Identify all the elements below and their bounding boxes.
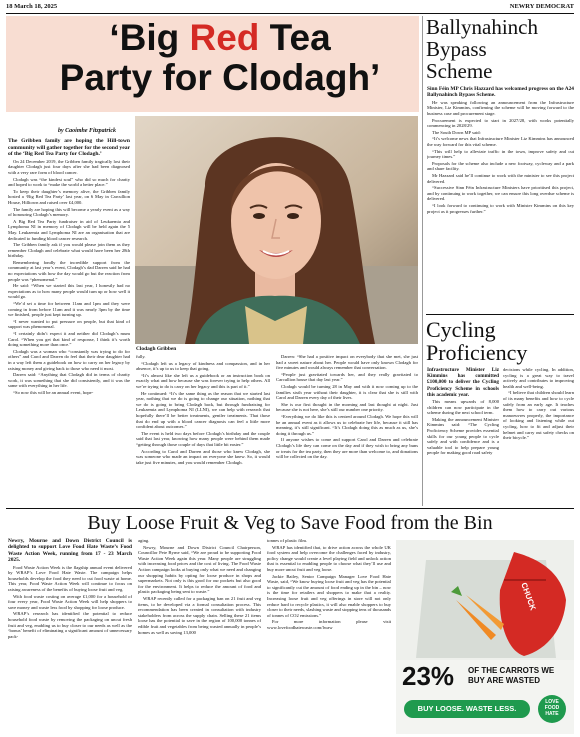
cycling-col-b: decisions while cycling. In addition, cycling is a great way to travel actively and contributes to improving health and well-being. “I believe that children should learn of its many benefits and how to cycle safely from an early age. It teaches them how to carry out various manoeuvres properly, the importance of looking and listening while out cycling, how to fit and adjust their helmet and carry out safety checks on their bicycle.” [503,367,574,441]
ad-slogan-bar [404,700,530,718]
ad-stat-text: OF THE CARROTS WE BUY ARE WASTED [468,666,555,685]
fruit-col-2: aging. Newry, Mourne and Down District Council Chairperson, Councillor Pete Byrne said, “We are proud to be supporting Food Waste Action Week again this year. Many people are struggling with increasing food prices and the cost of living. The Food Waste Action campaign looks at buying only what we need and changing our shopping habits by opting for loose produce in shops and supermarkets. Not only is this good for our pockets but also good for the environment. It helps to reduce the amount of food and plastic packaging being sent to waste.” WRAP recently called for a packaging ban on 21 fruit and veg items, to be developed via a formal consultation process. This recommendation has been created in consultation with industry stakeholders from across the supply chain. Selling these 21 items loose has the potential to save in the region of 100,000 tonnes of edible fruit and vegetables from being wasted annually in people’s homes as well as saving 13,000 [138,538,261,635]
headline-red-word: Red [189,17,260,58]
ad-logo: LOVE FOOD HATE [538,695,566,723]
bypass-standfirst: Sinn Féin MP Chris Hazzard has welcomed progress on the A24 Ballynahinch Bypass Scheme. [427,86,574,99]
section-rule [6,508,574,509]
masthead [6,3,574,12]
clodagh-photo [135,116,418,344]
column-divider [422,16,423,506]
main-col-1: The Gribben family are hoping the Hill-town community will gather together for the second year of the ‘Big Red Tea Party for Clodagh.’ On 24 December 2019, the Gribben family tragically lost their daughter Clodagh just four days after she had been diagnosed with a very rare form of blood cancer. Clodagh was “the kindest soul” who did so much for charity and hoped to work to “make the world a better place.” To keep their daughter’s memory alive, the Gribben family hosted a ‘Big Red Tea Party’ last year, on 6 May in Carcullion House, Hilltown and raised over £4,000. The family are hoping this will become a yearly event as a way of honouring Clodagh’s memory. A Big Red Tea Party fundraiser in aid of Leukaemia and Lymphoma NI in memory of Clodagh will be held again the 5 May. Leukaemia and Lymphoma NI are an organisation that are dedicated to funding blood cancer research. The Gribben family ask if you would please join them as they remember Clodagh and celebrate what would have been her 28th birthday. Remembering fondly the incredible support from the community at last year’s event, Clodagh’s dad Darren said he had no expectations with how the day would go but the reaction from people was “phenomenal.” He said: “When we started this last year, I honestly had no expectations as to how many people would turn up or how well it would go. “We’d set a time for between 11am and 1pm and they were coming in from before 11am and it was nearly 3pm by the time we finished, people just kept turning up. “I never wanted to put pressure on people, but that kind of support was phenomenal. “I certainly didn’t expect it and neither did Clodagh’s mum Carol. “When you get that kind of response, I think it’s worth doing something more than once.” Clodagh was a woman who “constantly was trying to do for others” and Carol and Darren do feel that their dear daughter had in a way left them a guidebook on how to carry on her legacy by raising money and giving back to those who need it most. Darren said: “Anything that Clodagh did in terms of charity work, it was something that she did consistently, and it was the same with everything in her life. “So now this will be an annual event, hope- [8,138,130,395]
cycling-col-a: Infrastructure Minister Liz Kimmins has committed £100,000 to deliver the Cycling Proficiency Scheme in schools this academic year. This means upwards of 8,000 children can now participate in the scheme during the next school term. Making the announcement Minister Kimmins said: “The Cycling Proficiency Scheme provides essential skills for our young people to cycle safely and with confidence and is a valuable tool to help prepare young people for making good road safety [427,367,499,456]
issue-date: 18 March 18, 2025 [6,3,58,10]
bypass-rule [426,314,574,315]
byline: by Caoimhe Fitzpatrick [58,128,117,134]
main-standfirst: The Gribben family are hoping the Hill-town community will gather together for the second year of the ‘Big Red Tea Party for Clodagh.’ [8,138,130,158]
portrait-illustration [135,116,418,344]
photo-caption: Clodagh Gribben [136,346,177,352]
masthead-rule [6,13,574,14]
fruit-col-1: Newry, Mourne and Down District Council is delighted to support Love Food Hate Waste’s Food Waste Action Week, running from 17 - 23 March 2025. Food Waste Action Week is the flagship annual event delivered by WRAP’s Love Food Hate Waste. The campaign helps households develop the food they need to cut food waste at home. This year, Food Waste Action Week will continue to focus on raising awareness of the benefits of buying loose fruit and veg. With food waste costing on average £1,000 for a household of four every year, Food Waste Action Week will help shoppers to save money and waste less food by shopping for loose produce. WRAP’s research has identified the potential to reduce household food waste by removing the packaging on uncut fresh fruit and veg, enabling us to buy closer to our needs as well as the ‘bonus’ benefit of eliminating a significant amount of unnecessary pack- [8,538,132,639]
food-waste-ad [396,540,574,734]
cycling-standfirst: Infrastructure Minister Liz Kimmins has committed £100,000 to deliver the Cycling Proficiency Scheme in schools this academic year. [427,367,499,398]
main-headline: ‘Big Red Tea Party for Clodagh’ [59,17,381,98]
ad-slogan: BUY LOOSE. WASTE LESS. [417,704,517,713]
fruit-headline: Buy Loose Fruit & Veg to Save Food from the Bin [87,512,493,534]
fruit-standfirst: Newry, Mourne and Down District Council is delighted to support Love Food Hate Waste’s Food Waste Action Week, running from 17 - 23 March 2025. [8,538,132,564]
ad-stat-percent: 23% [402,661,455,691]
bypass-headline: Ballynahinch Bypass Scheme [426,15,538,83]
cycling-headline: Cycling Proficiency [426,317,528,365]
bin-bag-illustration [396,540,574,660]
fruit-col-3: tonnes of plastic film. WRAP has identified that, to drive action across the whole UK food system and help overcome the challenges faced by industry, policy change would create a level playing field and unlock action that is essential to enabling people to choose what they’ll use and buy more uncut fruit and veg loose. Jackie Bailey, Senior Campaign Manager Love Food Hate Waste, said, “We know buying loose fruit and veg has the potential to significantly cut the amount of food ending up in the bin – now is the time for retailers and shoppers to make that a reality. Increasing loose fruit and veg offerings in store will not only reduce hard to recycle plastics, it will also enable shoppers to buy closer to their needs, slashing waste and stopping tens of thousands of tonnes of CO2 emissions.” For more information please visit www.lovefoodhatewaste.com/lwaw [267,538,391,630]
main-col-3: Darren: “She had a positive impact on everybody that she met, she just had a sweet nature about her. People would have only known Clodagh for five minutes and would always remember that conversation. “People just gravitated towards her, and they really gravitated to Carcullion house that day last year.” Clodagh would be turning 28 in May and with it now coming up to the families sixth year without their daughter, it is clear that she is still with Carol and Darren every day of their lives. She is our first thought in the morning and last thought at night. Just because she is not here, she’s still our number one priority. “Everything we do like this is centred around Clodagh. We hope this will be an annual event as it allows us to celebrate her life, because it still has meaning, it’s still significant. “It’s Clodagh doing this as much as us, she’s doing it through us.” If anyone wishes to come and support Carol and Darren and celebrate Clodagh’s life they can come on the day and if they wish to bring any buns or treats for the tea party, then they are more than welcome to, and donations will be collected on the day. [276,354,418,460]
paper-name: NEWRY DEMOCRAT [509,3,574,10]
bypass-body: Sinn Féin MP Chris Hazzard has welcomed progress on the A24 Ballynahinch Bypass Scheme. He was speaking following an announcement from the Infrastructure Minister, Liz Kimmins, confirming the scheme will be moving forward to the business case and procurement stage. Procurement is expected to start in 2027/28, with works potentially commencing in 2028/29. The South Down MP said: “It’s welcome news that Infrastructure Minister Liz Kimmins has announced the way forward for this vital scheme. “This will help to alleviate traffic in the town, improve safety and cut journey times.” Proposals for the scheme also include a new footway, cycleway and a park and share facility. Mr Hazzard said he’ll continue to work with the minister to see this project delivered. “Successive Sinn Féin Infrastructure Ministers have prioritised this project, and by continuing to work together, we can ensure this long overdue scheme is delivered. “I look forward to continuing to work with Minister Kimmins on this key project as it progresses further.” [427,86,574,214]
main-col-2: fully. “Clodagh left us a legacy of kindness and compassion, and in her absence, it’s up to us to keep that going. “It’s almost like she left us a guidebook or an instruction book on exactly what and how because she was forever trying to help others. All we’re trying to do is carry on her legacy and this is part of it.” He continued: “It’s the same thing as the reason that we started last year, nothing that we do is going to change our situation, nothing that we do is going to bring Clodagh back, but through fundraising for Leukaemia and Lymphoma NI (LLNI), we can help with research that hopefully there’ll be better treatments, gentler treatments. That those that do end up with a blood cancer diagnosis can feel a little more confident about outcomes.” The event is held two days before Clodagh’s birthday and the couple said that last year, knowing how many people were behind them made “getting through those couple of days that little bit easier.” According to Carol and Darren and those who knew Clodagh, she was someone who made an impact on everyone she knew. So, it would take just five minutes, and you would remember Clodagh. [136,354,270,465]
ad-bag-label: CHUCK [519,581,538,612]
